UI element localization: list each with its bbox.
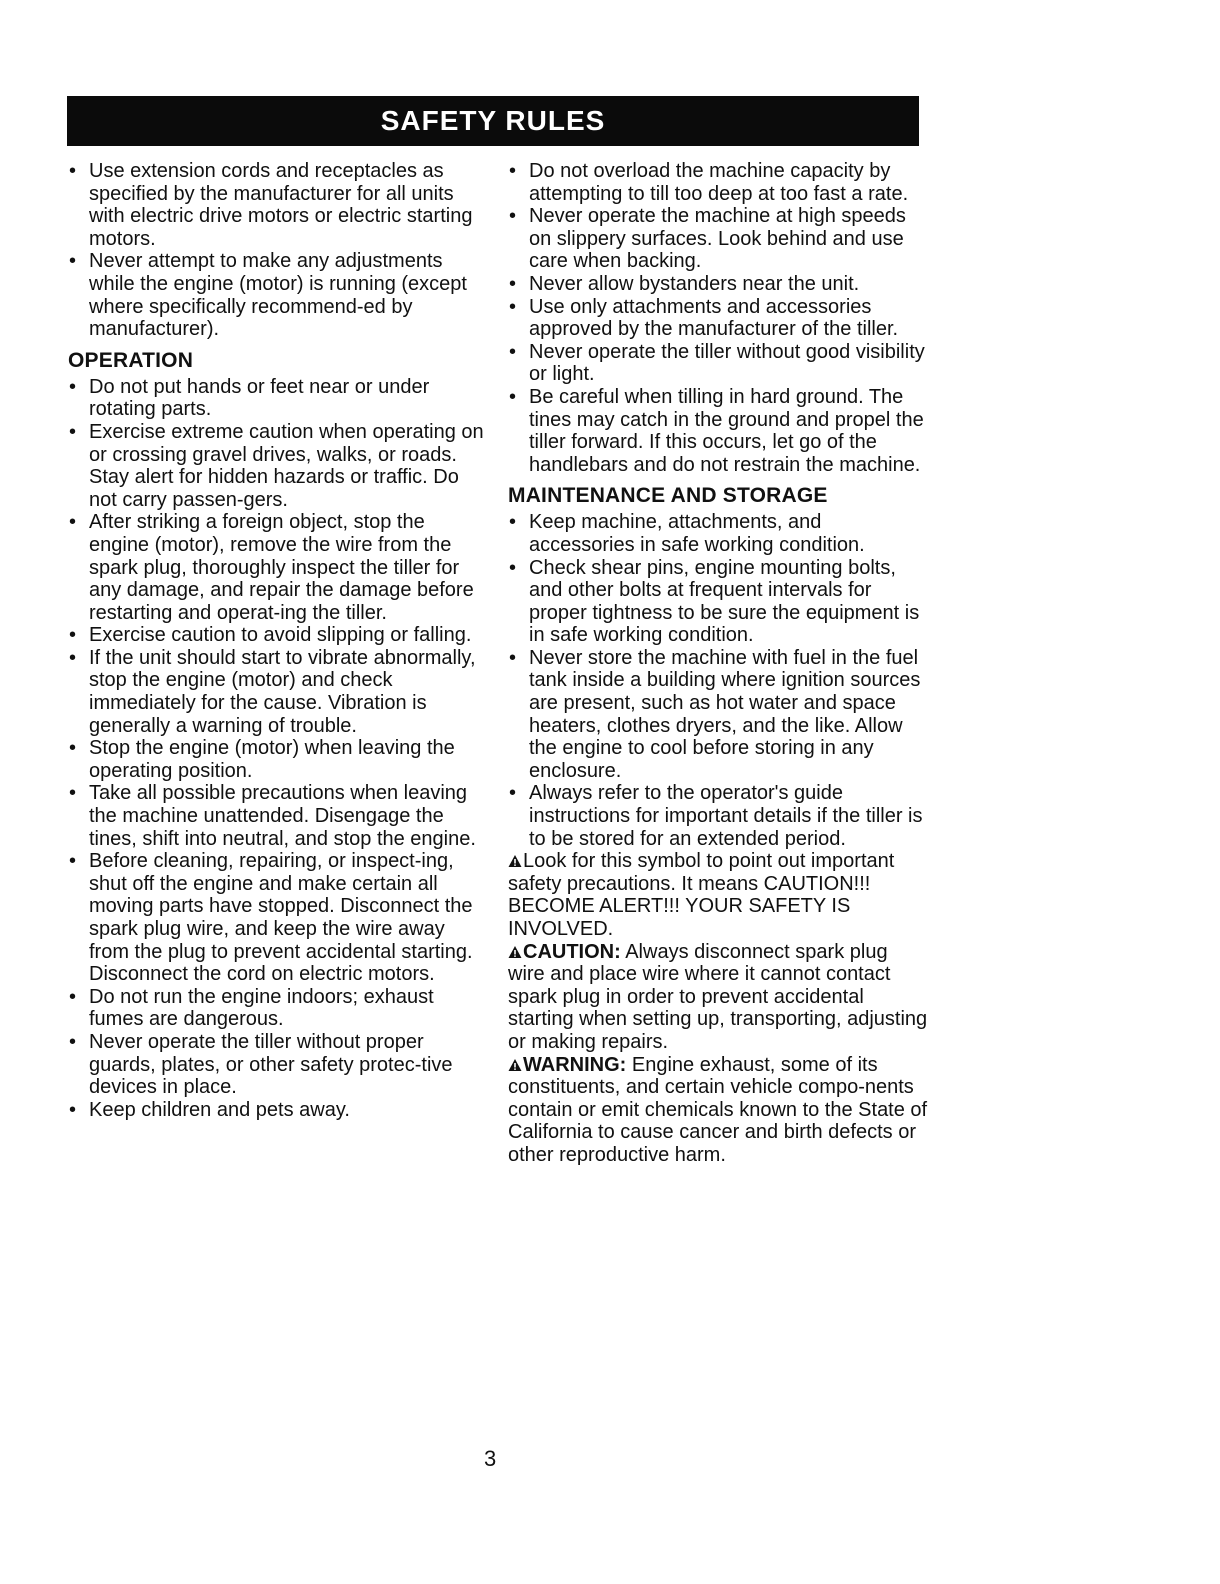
list-item: • Never operate the machine at high speeds on slippery surfaces. Look behind and use care when backing. (508, 205, 928, 273)
list-item: • Never operate the tiller without good visibility or light. (508, 341, 928, 386)
warning-text: Engine exhaust, some of its constituents, and certain vehicle compo-nents contain or emit chemicals known to the State of California to cause cancer and birth defects or other reproductive harm. (508, 1053, 928, 1166)
maintenance-heading: MAINTENANCE AND STORAGE (508, 484, 828, 508)
right-column (508, 160, 928, 1167)
list-item: • Keep machine, attachments, and accessories in safe working condition. (508, 511, 928, 556)
caution-text: Always disconnect spark plug wire and place wire where it cannot contact spark plug in order to prevent accidental starting when setting up, transporting, adjusting or making repairs. (508, 940, 928, 1053)
list-item: • Do not put hands or feet near or under rotating parts. (68, 376, 488, 421)
page-title: SAFETY RULES (380, 105, 606, 136)
list-item: • Do not run the engine indoors; exhaust fumes are dangerous. (68, 986, 488, 1031)
page-number: 3 (484, 1446, 497, 1471)
list-item: • Exercise extreme caution when operating on or crossing gravel drives, walks, or roads. Stay alert for hidden hazards or traffic. Do not carry passen-gers. (68, 421, 488, 511)
warning-label: WARNING: (523, 1053, 627, 1076)
list-item: • Always refer to the operator's guide instructions for important details if the tiller is to be stored for an extended period. (508, 782, 928, 850)
operation-list (68, 376, 488, 1122)
safety-symbol-note (508, 850, 928, 940)
list-item: • Never allow bystanders near the unit. (508, 273, 928, 296)
list-item: • After striking a foreign object, stop the engine (motor), remove the wire from the spark plug, thoroughly inspect the tiller for any damage, and repair the damage before restarting and operat-ing the tiller. (68, 511, 488, 624)
list-item: • Never store the machine with fuel in the fuel tank inside a building where ignition sources are present, such as hot water and space heaters, clothes dryers, and the like. Allow the engine to cool before storing in any enclosure. (508, 647, 928, 783)
caution-alert-icon (508, 945, 522, 959)
list-item: • Never operate the tiller without proper guards, plates, or other safety protec-tive devices in place. (68, 1031, 488, 1099)
list-item: • Before cleaning, repairing, or inspect-ing, shut off the engine and make certain all moving parts have stopped. Disconnect the spark plug wire, and keep the wire away from the plug to prevent accidental starting. Disconnect the cord on electric motors. (68, 850, 488, 986)
left-column (68, 160, 488, 1121)
safety-alert-icon (508, 854, 522, 868)
list-item: • Keep children and pets away. (68, 1099, 488, 1122)
caution-label: CAUTION: (523, 940, 621, 963)
list-item: • Use only attachments and accessories approved by the manufacturer of the tiller. (508, 296, 928, 341)
caution-note (508, 941, 928, 1054)
list-item: • Do not overload the machine capacity by attempting to till too deep at too fast a rate. (508, 160, 928, 205)
safety-rules-banner (67, 96, 919, 146)
list-item: • Take all possible precautions when leaving the machine unattended. Disengage the tines, shift into neutral, and stop the engine. (68, 782, 488, 850)
list-item: • Check shear pins, engine mounting bolts, and other bolts at frequent intervals for proper tightness to be sure the equipment is in safe working condition. (508, 557, 928, 647)
list-item: • Be careful when tilling in hard ground. The tines may catch in the ground and propel the tiller forward. If this occurs, let go of the handlebars and do not restrain the machine. (508, 386, 928, 476)
list-item: • Exercise caution to avoid slipping or falling. (68, 624, 488, 647)
list-item: • If the unit should start to vibrate abnormally, stop the engine (motor) and check immediately for the cause. Vibration is generally a warning of trouble. (68, 647, 488, 737)
maintenance-list (508, 511, 928, 850)
list-item: • Never attempt to make any adjustments while the engine (motor) is running (except where specifically recommend-ed by manufacturer). (68, 250, 488, 340)
symbol-note-text: Look for this symbol to point out important safety precautions. It means CAUTION!!! BECOME ALERT!!! YOUR SAFETY IS INVOLVED. (508, 850, 895, 940)
operation-continued-list (508, 160, 928, 476)
list-item: • Stop the engine (motor) when leaving the operating position. (68, 737, 488, 782)
list-item: • Use extension cords and receptacles as specified by the manufacturer for all units with electric drive motors or electric starting motors. (68, 160, 488, 250)
warning-alert-icon (508, 1058, 522, 1072)
warning-note (508, 1054, 928, 1167)
intro-list (68, 160, 488, 341)
operation-heading: OPERATION (68, 348, 194, 372)
